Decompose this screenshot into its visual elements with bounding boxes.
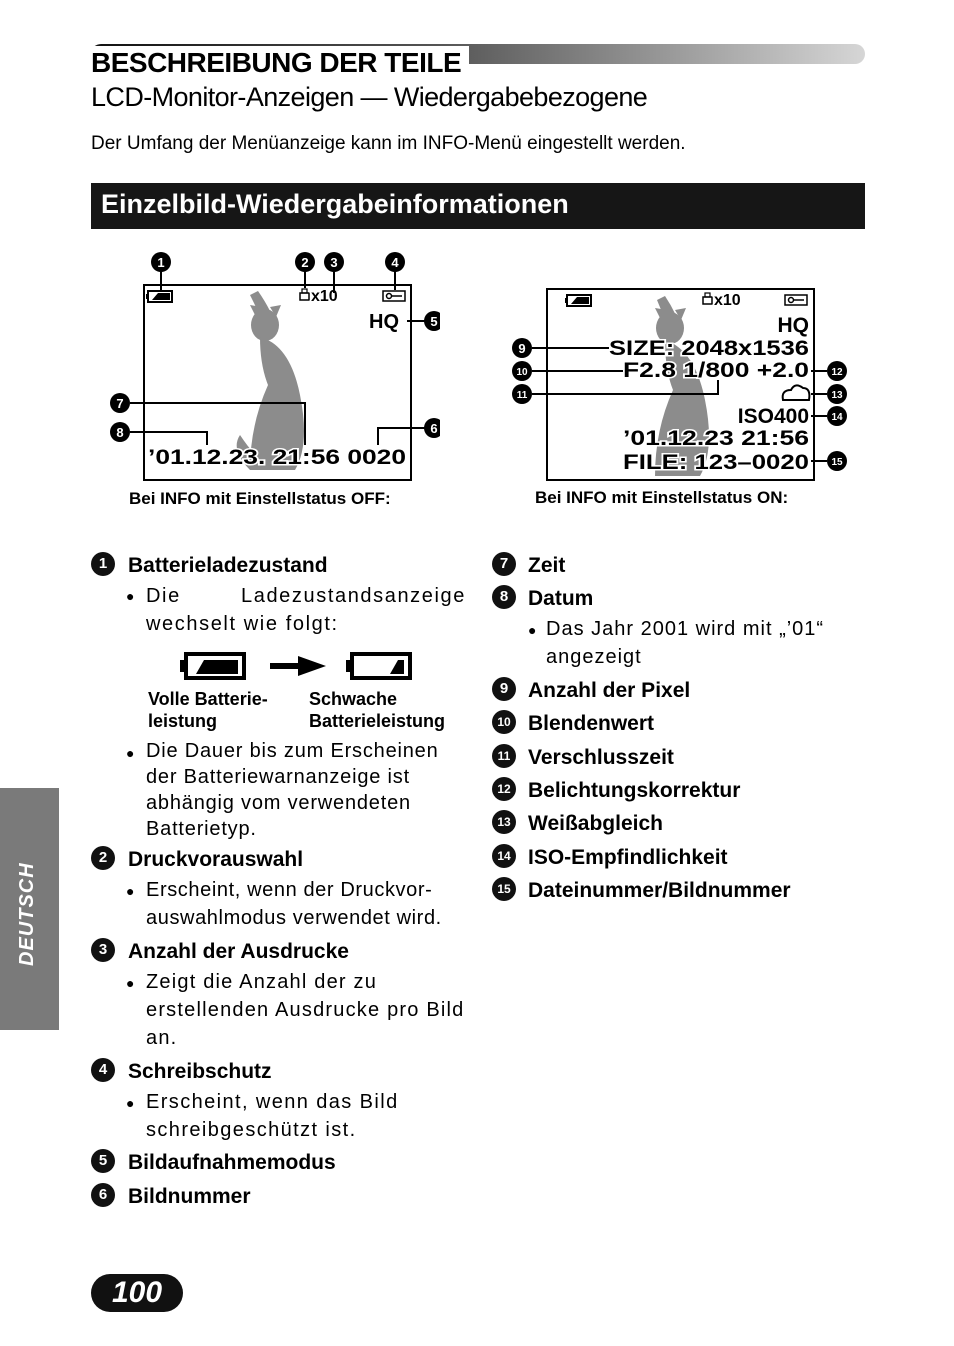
svg-text:3: 3	[330, 255, 338, 270]
battery-full-icon	[565, 295, 591, 306]
bullet-icon: ●	[126, 1095, 135, 1111]
svg-text:4: 4	[391, 255, 399, 270]
item-term: Anzahl der Ausdrucke	[128, 940, 349, 963]
list-item	[492, 777, 516, 801]
exposure-line: F2.8 1/800 +2.0	[623, 359, 809, 382]
bullet-icon: ●	[126, 975, 135, 991]
battery-full-icon	[146, 291, 172, 302]
list-item	[492, 585, 516, 609]
item-term: Anzahl der Pixel	[528, 679, 691, 702]
iso-line: ISO400	[737, 405, 809, 428]
svg-text:12: 12	[831, 367, 843, 378]
item-number: 13	[492, 810, 516, 834]
item-number: 10	[492, 710, 516, 734]
list-item	[492, 552, 516, 576]
svg-text:7: 7	[116, 396, 124, 411]
item-term: Druckvorauswahl	[128, 848, 304, 871]
bullet-icon: ●	[126, 588, 135, 604]
item-number: 7	[492, 552, 516, 576]
list-item	[91, 938, 115, 962]
marker-7	[110, 393, 130, 413]
marker-1	[151, 252, 171, 272]
item-desc: Das Jahr 2001 wird mit „’01“ angezeigt	[546, 618, 825, 668]
list-item	[91, 1183, 115, 1207]
item-number: 11	[492, 744, 516, 768]
item-term: Zeit	[528, 554, 566, 577]
list-item	[492, 710, 516, 734]
battery-low-label: Schwache Batterieleistung	[309, 689, 446, 731]
item-term: Weißabgleich	[528, 812, 663, 835]
caption-on: Bei INFO mit Einstellstatus ON:	[535, 488, 789, 507]
svg-text:9: 9	[518, 341, 526, 356]
item-number: 5	[91, 1149, 115, 1173]
datetime-line: ’01.12.23 21:56	[623, 427, 809, 450]
marker-4	[385, 252, 405, 272]
svg-text:13: 13	[831, 390, 843, 401]
list-item	[492, 877, 516, 901]
marker-13	[827, 384, 847, 404]
svg-text:10: 10	[516, 367, 528, 378]
item-term: Dateinummer/Bildnummer	[528, 879, 791, 902]
item-term: Bildnummer	[128, 1185, 251, 1208]
item-number: 9	[492, 677, 516, 701]
size-line: SIZE: 2048x1536	[609, 337, 809, 360]
marker-6	[424, 418, 440, 438]
item-desc: Die Ladezustandsanzeige wechselt wie folgt:	[146, 585, 466, 635]
marker-9	[512, 338, 532, 358]
list-item	[492, 677, 516, 701]
mode-label: HQ	[369, 311, 399, 333]
page-subtitle: LCD-Monitor-Anzeigen — Wiedergabebezogene	[91, 82, 648, 112]
item-number: 1	[91, 552, 115, 576]
page-number: 100	[91, 1274, 183, 1312]
item-number: 2	[91, 846, 115, 870]
item-desc: Erscheint, wenn der Druckvor-auswahlmodus verwendet wird.	[146, 879, 442, 929]
marker-3	[324, 252, 344, 272]
svg-text:11: 11	[516, 390, 528, 401]
svg-text:2: 2	[301, 255, 309, 270]
marker-11	[512, 384, 532, 404]
caption-off: Bei INFO mit Einstellstatus OFF:	[129, 489, 391, 508]
svg-text:6: 6	[430, 421, 438, 436]
battery-full-label: Volle Batterie-leistung	[148, 689, 268, 731]
marker-14	[827, 406, 847, 426]
list-item	[91, 846, 115, 870]
lcd-diagram-on	[505, 280, 860, 485]
bullet-icon: ●	[126, 883, 135, 899]
item-number: 15	[492, 877, 516, 901]
svg-text:8: 8	[116, 425, 124, 440]
item-term: Bildaufnahmemodus	[128, 1151, 336, 1174]
item-term: ISO-Empfindlichkeit	[528, 846, 728, 869]
svg-text:15: 15	[831, 457, 843, 468]
item-desc: Zeigt die Anzahl der zu erstellenden Ausdrucke pro Bild an.	[146, 971, 465, 1049]
list-item	[91, 1149, 115, 1173]
item-term: Datum	[528, 587, 594, 610]
list-item	[91, 552, 115, 576]
file-line: FILE: 123–0020	[623, 451, 809, 474]
marker-5	[424, 311, 440, 331]
item-number: 4	[91, 1058, 115, 1082]
battery-transition	[178, 648, 414, 684]
list-item	[492, 810, 516, 834]
svg-text:14: 14	[831, 412, 843, 423]
battery-note: Die Dauer bis zum Erscheinen der Batteriewarnanzeige ist abhängig vom verwendeten Batterietyp.	[146, 740, 439, 840]
item-number: 6	[91, 1183, 115, 1207]
datetime-line: ’01.12.23. 21:56 0020	[148, 446, 406, 469]
list-item	[492, 844, 516, 868]
marker-2	[295, 252, 315, 272]
marker-12	[827, 361, 847, 381]
battery-full-icon	[180, 654, 244, 678]
intro-text: Der Umfang der Menüanzeige kann im INFO-Menü eingestellt werden.	[91, 133, 686, 154]
list-item	[91, 1058, 115, 1082]
item-number: 8	[492, 585, 516, 609]
print-count: x10	[714, 292, 741, 309]
key-icon	[383, 291, 405, 301]
page-title: BESCHREIBUNG DER TEILE	[91, 46, 469, 80]
mode-label: HQ	[777, 314, 809, 337]
lcd-diagram-off	[100, 245, 440, 490]
arrow-right-icon	[270, 656, 326, 676]
item-number: 14	[492, 844, 516, 868]
item-number: 3	[91, 938, 115, 962]
item-term: Schreibschutz	[128, 1060, 272, 1083]
svg-text:5: 5	[430, 314, 438, 329]
item-term: Blendenwert	[528, 712, 655, 735]
marker-8	[110, 422, 130, 442]
svg-text:1: 1	[157, 255, 165, 270]
list-item	[492, 744, 516, 768]
item-term: Verschlusszeit	[528, 746, 674, 769]
marker-15	[827, 451, 847, 471]
item-desc: Erscheint, wenn das Bild schreibgeschützt ist.	[146, 1091, 399, 1141]
language-label: DEUTSCH	[16, 862, 38, 966]
section-title: Einzelbild-Wiedergabeinformationen	[101, 189, 569, 219]
battery-low-icon	[346, 654, 410, 678]
bullet-icon: ●	[126, 745, 135, 761]
item-term: Batterieladezustand	[128, 554, 328, 577]
key-icon	[785, 295, 807, 305]
item-number: 12	[492, 777, 516, 801]
bullet-icon: ●	[528, 622, 537, 638]
marker-10	[512, 361, 532, 381]
print-count: x10	[311, 288, 338, 305]
item-term: Belichtungskorrektur	[528, 779, 741, 802]
